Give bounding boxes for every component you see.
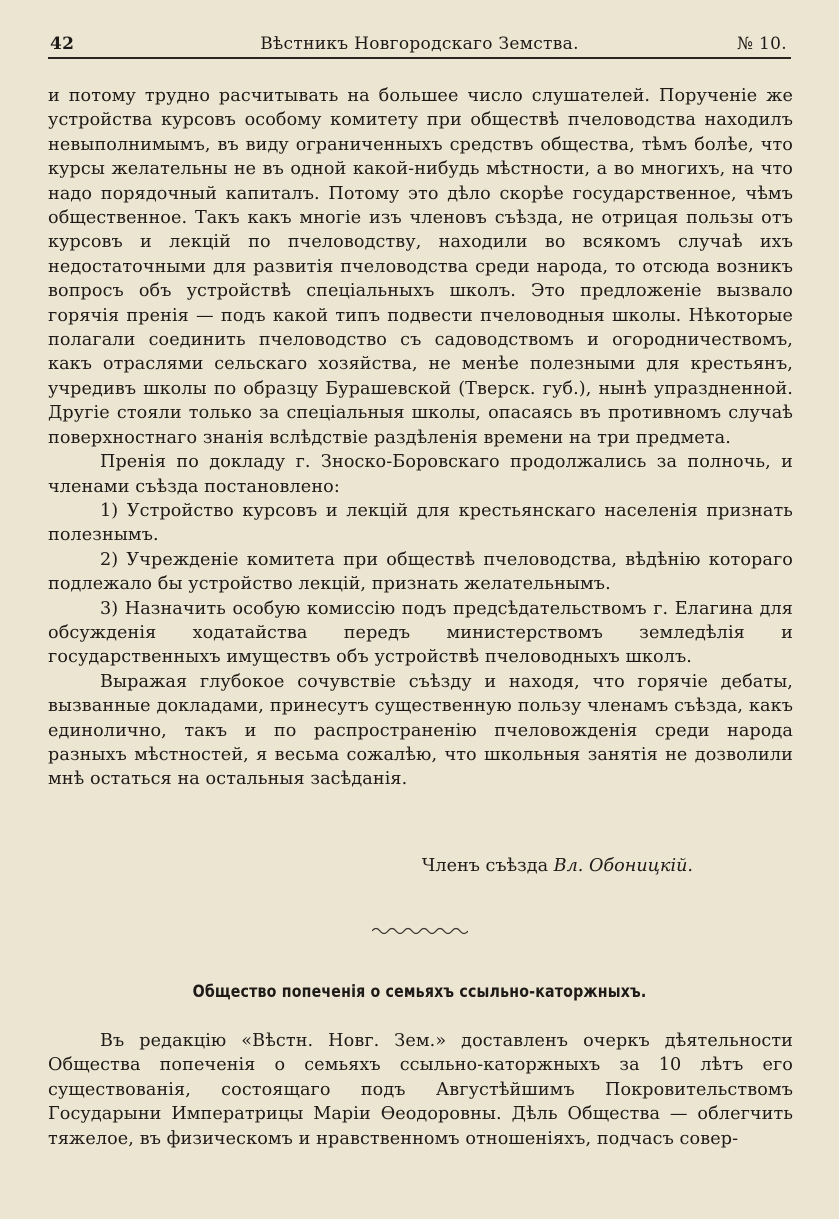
wavy-divider (372, 925, 468, 937)
journal-title: Вѣстникъ Новгородскаго Земства. (260, 34, 579, 54)
signature-name: Вл. Обоницкій. (553, 856, 693, 876)
paragraph: Пренія по докладу г. Зноско-Боровскаго продолжались за полночь, и членами съѣзда постановлено: (48, 452, 793, 497)
resolution-item: 2) Учрежденіе комитета при обществѣ пчеловодства, вѣдѣнію котораго подлежало бы устройство лекцій, признать желательнымъ. (48, 549, 793, 595)
section-title: Общество попеченія о семьяхъ ссыльно-каторжныхъ. (192, 982, 647, 1001)
header-rule (48, 57, 791, 59)
resolution-item: 1) Устройство курсовъ и лекцій для крестьянскаго населенія признать полезнымъ. (48, 500, 793, 546)
article-text (48, 84, 793, 792)
resolution-item: 3) Назначить особую комиссію подъ предсѣдательствомъ г. Елагина для обсужденія ходатайства передъ министерствомъ земледѣлія и государственныхъ имуществъ объ устройствѣ пчеловодныхъ школъ. (48, 598, 793, 668)
signature-role: Членъ съѣзда (421, 856, 549, 876)
section-text (48, 1029, 793, 1151)
paragraph: Выражая глубокое сочувствіе съѣзду и находя, что горячіе дебаты, вызванные докладами, принесутъ существенную пользу членамъ съѣзда, какъ единолично, такъ и по распространенію пчеловожденія среди народа разныхъ мѣстностей, я весьма сожалѣю, что школьныя занятія не дозволили мнѣ остаться на остальныя засѣданія. (48, 671, 793, 790)
paragraph: и потому трудно расчитывать на большее число слушателей. Порученіе же устройства курсовъ особому комитету при обществѣ пчеловодства находилъ невыполнимымъ, въ виду ограниченныхъ средствъ общества, тѣмъ болѣе, что курсы желательны не въ одной какой-нибудь мѣстности, а во многихъ, на что надо порядочный капиталъ. Потому это дѣло скорѣе государственное, чѣмъ общественное. Такъ какъ многіе изъ членовъ съѣзда, не отрицая пользы отъ курсовъ и лекцій по пчеловодству, находили во всякомъ случаѣ ихъ недостаточными для развитія пчеловодства среди народа, то отсюда возникъ вопросъ объ устройствѣ спеціальныхъ школъ. Это предложеніе вызвало горячія пренія — подъ какой типъ подвести пчеловодныя школы. Нѣкоторые полагали соединить пчеловодство съ садоводствомъ и огородничествомъ, какъ отраслями сельскаго хозяйства, не менѣе полезными для крестьянъ, учредивъ школы по образцу Бурашевской (Тверск. губ.), нынѣ упраздненной. Другіе стояли только за спеціальныя школы, опасаясь въ противномъ случаѣ поверхностнаго знанія вслѣдствіе раздѣленія времени на три предмета. (48, 86, 793, 448)
page-number: 42 (50, 34, 75, 54)
issue-number: № 10. (736, 34, 787, 54)
signature-line (0, 856, 693, 876)
running-header (48, 30, 791, 56)
paragraph: Въ редакцію «Вѣстн. Новг. Зем.» доставленъ очеркъ дѣятельности Общества попеченія о семьяхъ ссыльно-каторжныхъ за 10 лѣтъ его существованія, состоящаго подъ Августѣйшимъ Покровительствомъ Государыни Императрицы Маріи Ѳеодоровны. Дѣль Общества — облегчить тяжелое, въ физическомъ и нравственномъ отношеніяхъ, подчасъ совер- (48, 1031, 793, 1149)
